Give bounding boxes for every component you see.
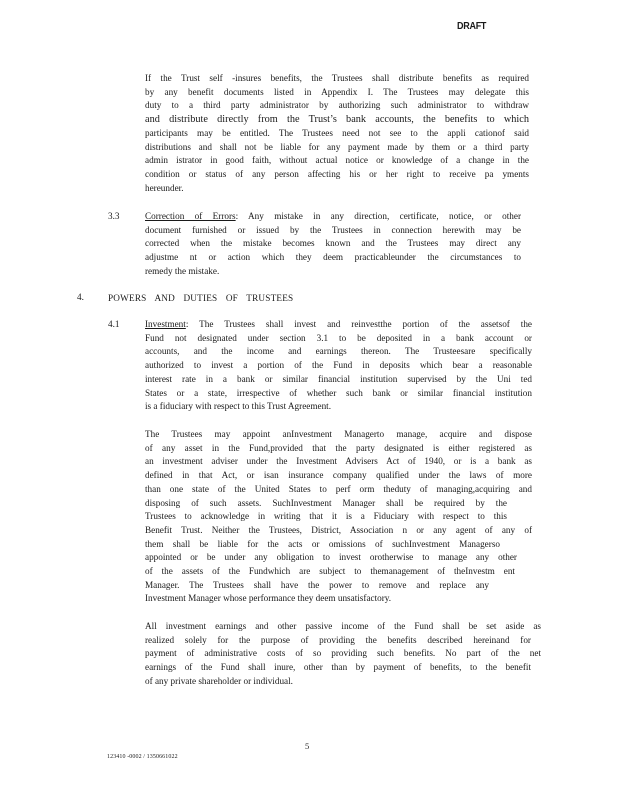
- text-line: is a fiduciary with respect to this Trust Agreement.: [145, 401, 332, 412]
- text-line: realized solely for the purpose of providing the benefits described hereinand for: [145, 634, 531, 645]
- text-line: them shall be liable for the acts or omissions of suchInvestment Managerso: [145, 538, 500, 549]
- text-line: than one state of the United States to perf orm theduty of managing,acquiring and: [145, 483, 532, 494]
- text-line: by any benefit documents listed in Appendix I. The Trustees may delegate this: [145, 86, 529, 97]
- section-title: Correction of Errors: [145, 211, 236, 221]
- text-line: and distribute directly from the Trust’s bank accounts, the benefits to which: [145, 114, 529, 126]
- text-line: adjustme nt or action which they deem practicableunder the circumstances to: [145, 252, 521, 263]
- text-line: payment of administrative costs of so providing such benefits. No part of the net: [145, 648, 541, 659]
- text-line: All investment earnings and other passive income of the Fund shall be set aside as: [145, 621, 541, 631]
- text-line: disposing of such assets. SuchInvestment Manager shall be required by the: [145, 497, 507, 508]
- draft-label: DRAFT: [457, 21, 487, 32]
- document-id: 123410 -0002 / 1350661022: [107, 754, 178, 760]
- text-line: of any private shareholder or individual.: [145, 675, 293, 686]
- text-line: hereunder.: [145, 182, 184, 193]
- text-line: accounts, and the income and earnings thereon. The Trusteesare specifically: [145, 346, 532, 357]
- text-line: Fund not designated under section 3.1 to be deposited in a bank account or: [145, 332, 532, 343]
- text-line: Correction of Errors: Any mistake in any direction, certificate, notice, or other: [145, 211, 521, 221]
- text-line: of any asset in the Fund,provided that the party designated is either registered as: [145, 442, 532, 453]
- text-line: authorized to invest a portion of the Fund in deposits which bear a reasonable: [145, 360, 532, 371]
- text-line: of the assets of the Fundwhich are subject to themanagement of theInvestm ent: [145, 566, 515, 577]
- text-line: defined in that Act, or isan insurance company qualified under the laws of more: [145, 470, 532, 481]
- text-line: Trustees to acknowledge in writing that it is a Fiduciary with respect to this: [145, 511, 507, 522]
- section-number: 3.3: [108, 211, 120, 221]
- text-line: Investment Manager whose performance they deem unsatisfactory.: [145, 593, 392, 604]
- text-line: duty to a third party administrator by authorizing such administrator to withdraw: [145, 100, 529, 111]
- section-title: Investment: [145, 319, 186, 329]
- text-line: document furnished or issued by the Trustees in connection herewith may be: [145, 224, 521, 235]
- text-line: an investment adviser under the Investment Advisers Act of 1940, or is a bank as: [145, 456, 532, 467]
- text-line: remedy the mistake.: [145, 265, 220, 276]
- section-number: 4.1: [108, 319, 120, 329]
- text-line: participants may be entitled. The Trustees need not see to the appli cationof said: [145, 127, 529, 138]
- investment-manager-paragraph: [145, 428, 532, 606]
- text-line: The Trustees may appoint anInvestment Managerto manage, acquire and dispose: [145, 429, 532, 439]
- article-number: 4.: [77, 292, 84, 302]
- text-line: distributions and shall not be liable for any payment made by them or a third party: [145, 141, 529, 152]
- investment-earnings-paragraph: [145, 620, 541, 689]
- text-line: States or a state, irrespective of whether such bank or similar financial institution: [145, 387, 532, 398]
- page-number: 5: [305, 741, 310, 751]
- section-4-1-paragraph: [145, 318, 532, 414]
- article-heading: POWERS AND DUTIES OF TRUSTEES: [108, 293, 294, 303]
- text-line: appointed or be under any obligation to invest orotherwise to manage any other: [145, 552, 517, 563]
- text-line: Manager. The Trustees shall have the power to remove and replace any: [145, 579, 489, 590]
- text-line: Investment: The Trustees shall invest and reinvestthe portion of the assetsof the: [145, 319, 532, 329]
- text-line: condition or status of any person affecting his or her right to receive pa yments: [145, 168, 529, 179]
- text-line: Benefit Trust. Neither the Trustees, District, Association n or any agent of any of: [145, 524, 532, 535]
- text-line: earnings of the Fund shall inure, other than by payment of benefits, to the benefit: [145, 662, 531, 673]
- section-3-3-paragraph: [145, 210, 521, 279]
- text-line: If the Trust self -insures benefits, the Trustees shall distribute benefits as required: [145, 73, 529, 83]
- text-line: corrected when the mistake becomes known and the Trustees may direct any: [145, 238, 521, 249]
- benefits-paragraph: [145, 72, 529, 195]
- text-line: admin istrator in good faith, without actual notice or knowledge of a change in the: [145, 155, 529, 166]
- text-line: interest rate in a bank or similar financial institution supervised by the Uni ted: [145, 373, 532, 384]
